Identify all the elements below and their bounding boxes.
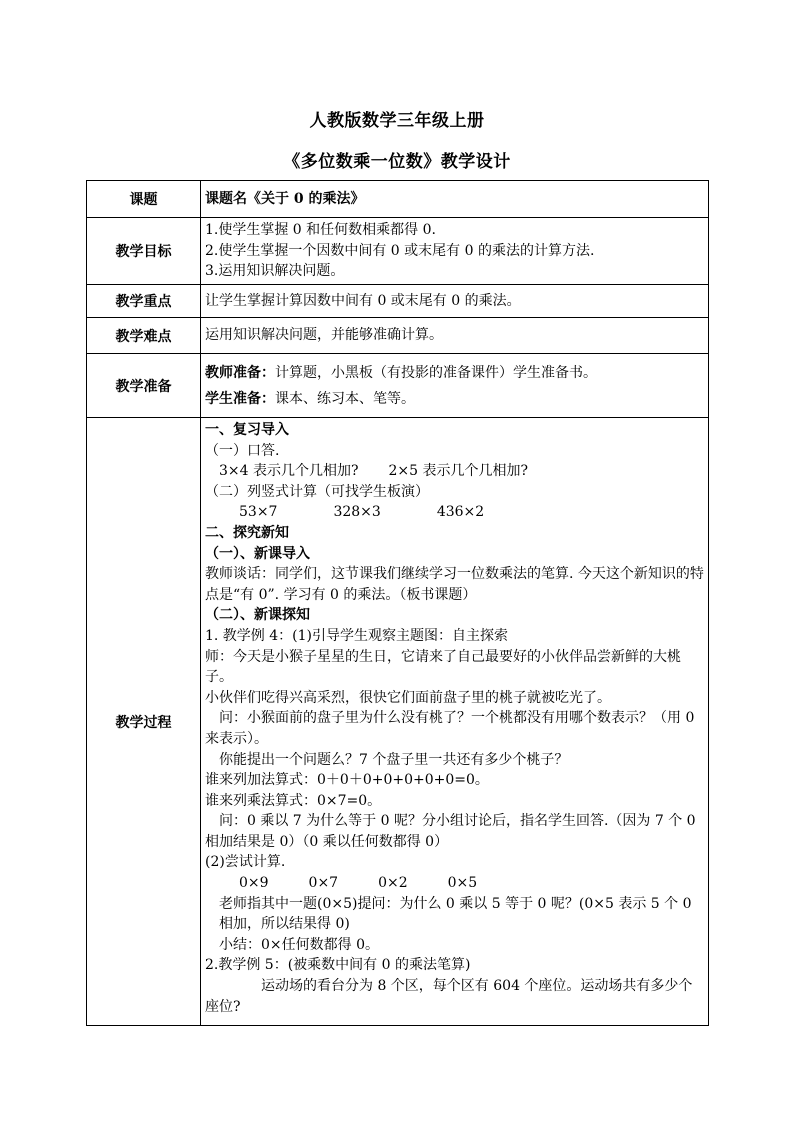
intro-paragraph: 教师谈话：同学们，这节课我们继续学习一位数乘法的笔算. 今天这个新知识的特点是“有 0”. 学习有 0 的乘法。（板书课题）	[205, 566, 704, 603]
table-row	[87, 218, 709, 285]
difficulty-value: 运用知识解决问题，并能够准确计算。	[201, 318, 709, 354]
subsection-heading: （一）口答.	[205, 442, 280, 459]
difficulty-label: 教学难点	[87, 318, 201, 354]
goal-item: 3.运用知识解决问题。	[205, 263, 345, 280]
teacher-prep	[205, 360, 704, 386]
oral-question: 2×5 表示几个几相加?	[388, 463, 529, 480]
paragraph: 运动场的看台分为 8 个区，每个区有 604 个座位。运动场共有多少个座位?	[205, 978, 693, 1015]
example-heading: 1. 教学例 4：(1)引导学生观察主题图：自主探索	[205, 627, 508, 644]
try-exercises	[205, 873, 704, 894]
paragraph: 问：0 乘以 7 为什么等于 0 呢？分小组讨论后，指名学生回答.（因为 7 个 0 相加结果是 0）（0 乘以任何数都得 0）	[205, 813, 696, 850]
process-label: 教学过程	[87, 418, 201, 1026]
topic-label: 课题	[87, 181, 201, 218]
try-item: 0×2	[378, 875, 408, 892]
goal-item: 1.使学生掌握 0 和任何数相乘都得 0.	[205, 222, 436, 239]
table-row	[87, 354, 709, 418]
goals-label: 教学目标	[87, 218, 201, 285]
try-item: 0×7	[308, 875, 339, 892]
paragraph: 谁来列乘法算式：0×7=0。	[205, 792, 382, 809]
focus-label: 教学重点	[87, 285, 201, 318]
try-item: 0×9	[239, 875, 269, 892]
subsection-heading: （二）、新课探知	[205, 607, 310, 624]
example-heading: 2.教学例 5：(被乘数中间有 0 的乘法笔算)	[205, 957, 471, 974]
table-row	[87, 418, 709, 1026]
calc-item: 436×2	[436, 504, 485, 521]
calc-item: 328×3	[333, 504, 381, 521]
paragraph: 你能提出一个问题么？7 个盘子里一共还有多少个桃子？	[219, 751, 569, 768]
goals-value	[201, 218, 709, 285]
paragraph: 师：今天是小猴子星星的生日，它请来了自己最要好的小伙伴品尝新鲜的大桃子。	[205, 648, 681, 686]
teacher-prep-text: 计算题，小黑板（有投影的准备课件）学生准备书。	[275, 364, 597, 381]
lesson-plan-table	[86, 180, 709, 1026]
focus-value: 让学生掌握计算因数中间有 0 或末尾有 0 的乘法。	[201, 285, 709, 318]
student-prep	[205, 386, 704, 412]
try-item: 0×5	[447, 875, 478, 892]
section-heading: 一、复习导入	[205, 422, 289, 438]
paragraph: 小伙伴们吃得兴高采烈，很快它们面前盘子里的桃子就被吃光了。	[205, 689, 611, 706]
paragraph: 谁来列加法算式：0＋0＋0+0+0+0+0=0。	[205, 772, 489, 789]
prep-label: 教学准备	[87, 354, 201, 418]
calc-exercises	[205, 502, 704, 523]
subsection-heading: （一）、新课导入	[205, 545, 310, 562]
section-heading: 二、探究新知	[205, 524, 289, 541]
document-title: 人教版数学三年级上册	[309, 111, 485, 131]
subsection-heading: （二）列竖式计算（可找学生板演）	[205, 483, 429, 500]
teacher-prep-label: 教师准备：	[205, 364, 275, 381]
process-value	[201, 418, 709, 1026]
table-row	[87, 318, 709, 354]
try-heading: (2)尝试计算.	[205, 854, 286, 871]
paragraph: 问：小猴面前的盘子里为什么没有桃了？一个桃都没有用哪个数表示？（用 0 来表示）。	[205, 710, 695, 747]
oral-question: 3×4 表示几个几相加?	[219, 463, 359, 480]
table-row	[87, 285, 709, 318]
oral-questions	[205, 461, 704, 482]
paragraph: 老师指其中一题(0×5)提问：为什么 0 乘以 5 等于 0 呢？(0×5 表示 5 个 0 相加，所以结果得 0)	[219, 895, 692, 933]
student-prep-label: 学生准备：	[205, 390, 275, 407]
student-prep-text: 课本、练习本、笔等。	[275, 390, 415, 407]
summary: 小结：0×任何数都得 0。	[219, 936, 379, 953]
goal-item: 2.使学生掌握一个因数中间有 0 或末尾有 0 的乘法的计算方法.	[205, 242, 595, 259]
topic-value	[201, 181, 709, 218]
topic-text: 课题名《关于 0 的乘法》	[205, 190, 365, 207]
prep-value	[201, 354, 709, 418]
document-subtitle: 《多位数乘一位数》教学设计	[283, 152, 511, 172]
calc-item: 53×7	[239, 504, 278, 521]
table-row	[87, 181, 709, 218]
